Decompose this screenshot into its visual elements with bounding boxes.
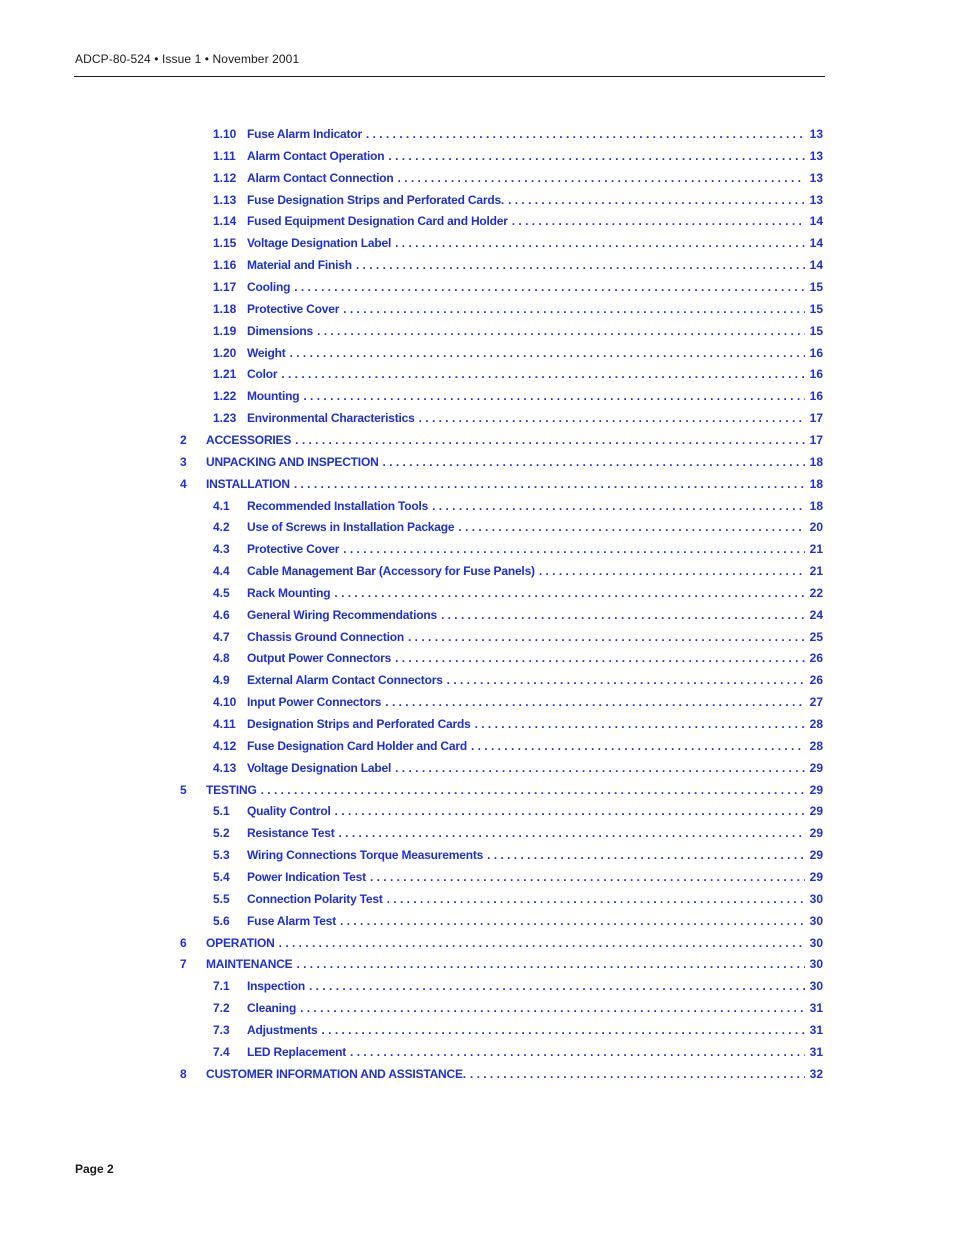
toc-dot-leader	[395, 761, 805, 775]
toc-entry-number: 1.15	[213, 236, 237, 251]
toc-dot-leader	[470, 1067, 805, 1081]
toc-dot-leader	[261, 783, 805, 797]
toc-entry-number: 1.22	[213, 389, 237, 404]
toc-entry-page: 30	[809, 913, 823, 928]
toc-entry[interactable]	[213, 367, 823, 383]
toc-entry-number: 1.16	[213, 258, 237, 273]
toc-entry[interactable]	[213, 389, 823, 405]
toc-entry-page: 17	[809, 432, 823, 447]
toc-entry-title: Connection Polarity Test	[247, 891, 383, 906]
toc-entry[interactable]	[180, 1067, 823, 1083]
page-header: ADCP-80-524 • Issue 1 • November 2001	[75, 52, 300, 66]
toc-entry-number: 1.20	[213, 345, 237, 360]
toc-entry-title: Fuse Alarm Test	[247, 913, 337, 928]
toc-dot-leader	[296, 957, 805, 971]
toc-entry-number: 1.12	[213, 170, 237, 185]
toc-entry[interactable]	[213, 761, 823, 777]
toc-entry-page: 31	[809, 1044, 823, 1059]
toc-dot-leader	[350, 1045, 805, 1059]
toc-dot-leader	[487, 848, 805, 862]
toc-dot-leader	[475, 717, 805, 731]
toc-entry-number: 5.2	[213, 826, 230, 841]
toc-entry[interactable]	[213, 258, 823, 274]
toc-dot-leader	[395, 236, 805, 250]
toc-entry-number: 1.18	[213, 301, 237, 316]
toc-entry-page: 29	[809, 869, 823, 884]
toc-entry[interactable]	[213, 236, 823, 252]
toc-dot-leader	[385, 695, 805, 709]
toc-entry-title: Fuse Designation Card Holder and Card	[247, 738, 467, 753]
toc-entry[interactable]	[213, 804, 823, 820]
toc-dot-leader	[335, 804, 805, 818]
toc-entry-number: 5.1	[213, 804, 230, 819]
toc-entry-page: 18	[809, 498, 823, 513]
toc-entry-page: 31	[809, 1001, 823, 1015]
toc-entry-title: Use of Screws in Installation Package	[247, 520, 455, 535]
toc-entry[interactable]	[213, 979, 823, 995]
toc-entry[interactable]	[180, 936, 823, 952]
toc-entry-number: 4.5	[213, 585, 230, 600]
toc-entry-title: Input Power Connectors	[247, 695, 382, 710]
toc-entry-number: 1.10	[213, 127, 237, 141]
toc-entry-page: 28	[809, 738, 823, 753]
toc-entry-page: 26	[809, 673, 823, 688]
toc-entry-title: INSTALLATION	[206, 476, 290, 491]
toc-entry[interactable]	[180, 455, 823, 471]
toc-entry-title: Cleaning	[247, 1001, 297, 1015]
toc-dot-leader	[343, 542, 805, 556]
toc-entry-number: 5.5	[213, 891, 230, 906]
toc-entry[interactable]	[213, 892, 823, 908]
toc-dot-leader	[458, 520, 805, 534]
toc-entry-title: Color	[247, 367, 278, 382]
toc-entry-page: 16	[809, 389, 823, 404]
toc-entry-page: 18	[809, 476, 823, 491]
toc-entry-title: Environmental Characteristics	[247, 411, 415, 426]
toc-entry-title: Designation Strips and Perforated Cards	[247, 717, 471, 731]
toc-entry-title: Resistance Test	[247, 826, 335, 841]
toc-dot-leader	[471, 739, 805, 753]
toc-entry-number: 4.2	[213, 520, 230, 535]
toc-entry-number: 7.2	[213, 1001, 230, 1015]
toc-dot-leader	[321, 1023, 805, 1037]
toc-entry[interactable]	[180, 957, 823, 973]
header-rule	[74, 76, 825, 77]
toc-entry-number: 1.14	[213, 214, 237, 229]
toc-entry-page: 18	[809, 454, 823, 469]
toc-dot-leader	[340, 914, 805, 928]
toc-entry-title: Mounting	[247, 389, 300, 404]
toc-entry-title: CUSTOMER INFORMATION AND ASSISTANCE.	[206, 1066, 466, 1081]
toc-entry-page: 14	[809, 258, 823, 273]
toc-entry[interactable]	[180, 477, 823, 493]
toc-entry-page: 13	[809, 148, 823, 163]
toc-entry[interactable]	[213, 411, 823, 427]
toc-entry-number: 7.1	[213, 979, 230, 994]
toc-entry-page: 30	[809, 935, 823, 950]
toc-dot-leader	[387, 892, 805, 906]
toc-entry[interactable]	[213, 717, 823, 733]
toc-dot-leader	[432, 499, 805, 513]
toc-dot-leader	[441, 608, 805, 622]
toc-dot-leader	[300, 1001, 805, 1015]
toc-entry-number: 1.17	[213, 280, 237, 294]
toc-entry-number: 4.1	[213, 498, 230, 513]
toc-entry-title: Material and Finish	[247, 258, 352, 273]
toc-entry[interactable]	[213, 1023, 823, 1039]
toc-entry[interactable]	[213, 520, 823, 536]
toc-entry-number: 8	[180, 1066, 187, 1081]
toc-entry[interactable]	[213, 673, 823, 689]
toc-entry-page: 20	[809, 520, 823, 535]
toc-entry-page: 24	[809, 607, 823, 622]
toc-entry[interactable]	[180, 783, 823, 799]
toc-entry-title: Fused Equipment Designation Card and Holder	[247, 214, 508, 229]
toc-entry-page: 14	[809, 214, 823, 229]
toc-dot-leader	[539, 564, 805, 578]
toc-dot-leader	[512, 214, 805, 228]
toc-entry-title: Quality Control	[247, 804, 331, 819]
toc-entry-page: 16	[809, 345, 823, 360]
toc-dot-leader	[419, 411, 805, 425]
toc-dot-leader	[388, 149, 805, 163]
toc-entry-number: 7.4	[213, 1044, 230, 1059]
toc-entry-title: Recommended Installation Tools	[247, 498, 429, 513]
toc-dot-leader	[279, 936, 805, 950]
toc-entry-page: 30	[809, 891, 823, 906]
toc-entry-page: 29	[809, 804, 823, 819]
toc-dot-leader	[398, 171, 805, 185]
toc-dot-leader	[339, 826, 806, 840]
toc-dot-leader	[395, 651, 805, 665]
toc-entry-title: Cooling	[247, 280, 291, 294]
toc-entry-page: 13	[809, 192, 823, 207]
toc-entry-title: Inspection	[247, 979, 306, 994]
toc-entry-number: 4.9	[213, 673, 230, 688]
toc-entry-title: General Wiring Recommendations	[247, 607, 437, 622]
toc-entry[interactable]	[213, 149, 823, 165]
toc-dot-leader	[408, 630, 805, 644]
toc-dot-leader	[334, 586, 805, 600]
toc-dot-leader	[309, 979, 805, 993]
toc-dot-leader	[295, 433, 805, 447]
toc-dot-leader	[294, 280, 805, 294]
toc-entry[interactable]	[213, 914, 823, 930]
toc-entry-number: 1.21	[213, 367, 237, 382]
toc-entry-title: Dimensions	[247, 323, 314, 338]
toc-entry-number: 5.4	[213, 869, 230, 884]
toc-entry[interactable]	[213, 302, 823, 318]
toc-entry-number: 4	[180, 476, 187, 491]
toc-entry-page: 28	[809, 717, 823, 731]
toc-dot-leader	[508, 193, 805, 207]
toc-entry-page: 13	[809, 170, 823, 185]
toc-entry-number: 5	[180, 782, 187, 797]
toc-entry-number: 4.7	[213, 629, 230, 644]
toc-entry-page: 15	[809, 323, 823, 338]
toc-entry-title: Alarm Contact Connection	[247, 170, 394, 185]
toc-entry-number: 1.13	[213, 192, 237, 207]
toc-entry[interactable]	[213, 608, 823, 624]
toc-entry[interactable]	[213, 324, 823, 340]
toc-dot-leader	[366, 127, 805, 141]
toc-entry[interactable]	[213, 630, 823, 646]
toc-dot-leader	[303, 389, 805, 403]
toc-entry-title: Rack Mounting	[247, 585, 331, 600]
toc-entry-page: 27	[809, 695, 823, 710]
toc-entry-number: 1.19	[213, 323, 237, 338]
toc-entry-number: 3	[180, 454, 187, 469]
toc-entry-title: Wiring Connections Torque Measurements	[247, 848, 484, 863]
toc-entry-page: 15	[809, 301, 823, 316]
toc-entry[interactable]	[213, 542, 823, 558]
toc-entry[interactable]	[213, 826, 823, 842]
toc-dot-leader	[294, 477, 805, 491]
toc-dot-leader	[281, 367, 805, 381]
toc-entry-page: 29	[809, 848, 823, 863]
toc-entry-number: 5.6	[213, 913, 230, 928]
toc-entry[interactable]	[213, 870, 823, 886]
toc-entry[interactable]	[213, 1001, 823, 1017]
toc-entry-number: 4.12	[213, 738, 237, 753]
toc-entry[interactable]	[213, 695, 823, 711]
toc-entry[interactable]	[213, 127, 823, 143]
toc-entry-title: Voltage Designation Label	[247, 760, 392, 775]
toc-dot-leader	[343, 302, 805, 316]
toc-entry-page: 30	[809, 957, 823, 972]
toc-entry[interactable]	[213, 848, 823, 864]
toc-entry-title: Voltage Designation Label	[247, 236, 392, 251]
toc-entry-title: Output Power Connectors	[247, 651, 392, 666]
toc-dot-leader	[290, 346, 805, 360]
toc-entry-page: 29	[809, 826, 823, 841]
toc-entry-page: 15	[809, 280, 823, 294]
toc-entry[interactable]	[213, 586, 823, 602]
toc-entry-number: 6	[180, 935, 187, 950]
toc-entry[interactable]	[213, 499, 823, 515]
toc-entry-page: 32	[809, 1066, 823, 1081]
toc-entry-page: 13	[809, 127, 823, 141]
toc-entry-page: 21	[809, 564, 823, 578]
toc-entry-number: 4.3	[213, 542, 230, 557]
toc-entry-title: Cable Management Bar (Accessory for Fuse Panels)	[247, 564, 535, 578]
toc-entry-page: 29	[809, 760, 823, 775]
toc-entry-title: Fuse Designation Strips and Perforated Cards.	[247, 192, 505, 207]
toc-entry-page: 25	[809, 629, 823, 644]
toc-entry-page: 31	[809, 1022, 823, 1037]
toc-entry-title: ACCESSORIES	[206, 432, 292, 447]
toc-entry[interactable]	[213, 171, 823, 187]
toc-entry-number: 1.23	[213, 411, 237, 426]
toc-entry-number: 1.11	[213, 148, 236, 163]
toc-entry[interactable]	[180, 433, 823, 449]
toc-entry-page: 30	[809, 979, 823, 994]
toc-entry-title: Chassis Ground Connection	[247, 629, 405, 644]
toc-entry-number: 7.3	[213, 1022, 230, 1037]
toc-entry-number: 4.13	[213, 760, 237, 775]
page-number: Page 2	[75, 1162, 114, 1176]
toc-entry[interactable]	[213, 564, 823, 580]
toc-entry[interactable]	[213, 214, 823, 230]
toc-dot-leader	[370, 870, 805, 884]
toc-entry-page: 22	[809, 585, 823, 600]
toc-entry[interactable]	[213, 280, 823, 296]
toc-entry-page: 14	[809, 236, 823, 251]
toc-entry[interactable]	[213, 193, 823, 209]
toc-entry-title: TESTING	[206, 782, 257, 797]
toc-entry-number: 2	[180, 432, 187, 447]
toc-entry-number: 4.11	[213, 717, 236, 731]
toc-entry-title: LED Replacement	[247, 1044, 347, 1059]
toc-entry-title: Weight	[247, 345, 286, 360]
toc-entry-title: Protective Cover	[247, 301, 340, 316]
toc-entry-title: Power Indication Test	[247, 869, 366, 884]
toc-entry-title: Alarm Contact Operation	[247, 148, 385, 163]
toc-entry[interactable]	[213, 651, 823, 667]
toc-entry-number: 5.3	[213, 848, 230, 863]
toc-entry-page: 21	[809, 542, 823, 557]
toc-dot-leader	[383, 455, 805, 469]
toc-entry[interactable]	[213, 346, 823, 362]
toc-entry-title: Protective Cover	[247, 542, 340, 557]
toc-entry[interactable]	[213, 739, 823, 755]
toc-entry-title: UNPACKING AND INSPECTION	[206, 454, 379, 469]
toc-entry-number: 4.4	[213, 564, 230, 578]
toc-entry-page: 16	[809, 367, 823, 382]
toc-entry-page: 29	[809, 782, 823, 797]
toc-entry-title: MAINTENANCE	[206, 957, 293, 972]
toc-entry[interactable]	[213, 1045, 823, 1061]
toc-dot-leader	[317, 324, 805, 338]
toc-entry-title: Adjustments	[247, 1022, 318, 1037]
toc-entry-page: 17	[809, 411, 823, 426]
toc-entry-number: 4.6	[213, 607, 230, 622]
toc-entry-title: Fuse Alarm Indicator	[247, 127, 362, 141]
toc-entry-page: 26	[809, 651, 823, 666]
toc-dot-leader	[447, 673, 805, 687]
toc-entry-title: OPERATION	[206, 935, 275, 950]
toc-entry-number: 4.8	[213, 651, 230, 666]
toc-entry-number: 7	[180, 957, 187, 972]
toc-entry-title: External Alarm Contact Connectors	[247, 673, 443, 688]
toc-dot-leader	[356, 258, 805, 272]
toc-entry-number: 4.10	[213, 695, 237, 710]
